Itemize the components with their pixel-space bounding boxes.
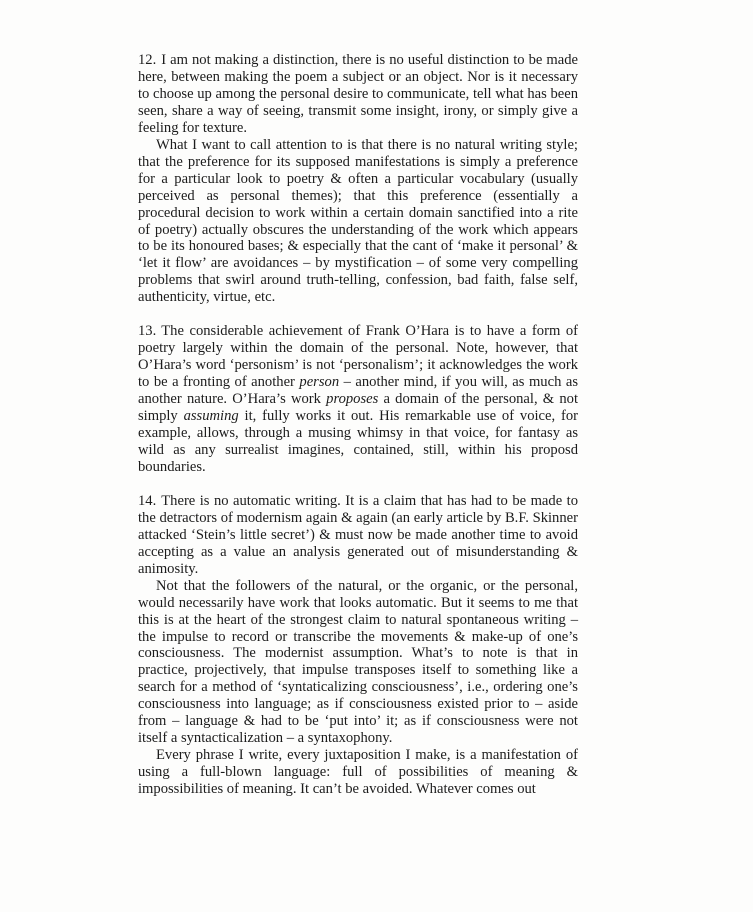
- italic-text: person: [299, 374, 340, 391]
- paragraph: [138, 747, 578, 798]
- section-number: 14.: [138, 492, 157, 509]
- text-run: it, fully works it out. His remarkable use of voice, for example, allows, through a musing whimsy in that voice, for fantasy as wild as any surrealist imagines, contained, still, within his proposd boundaries.: [138, 408, 578, 475]
- italic-text: proposes: [326, 391, 379, 408]
- section-14: [138, 493, 578, 798]
- section-number: 13.: [138, 323, 157, 340]
- paragraph: [138, 493, 578, 578]
- section-13: [138, 323, 578, 476]
- text-run: I am not making a distinction, there is no useful distinction to be made here, between making the poem a subject or an object. Nor is it necessary to choose up among the personal desire to communicate, tell what has been seen, share a way of seeing, transmit some insight, irony, or simply give a feeling for texture.: [138, 52, 578, 136]
- text-run: The considerable achievement of Frank O’Hara is to have a form of poetry largely within the domain of the personal. Note, however, that O’Hara’s word ‘personism’ is not ‘personalism’; it acknowledges the work to be a fronting of another: [138, 323, 578, 391]
- paragraph: [138, 137, 578, 307]
- paragraph: [138, 323, 578, 476]
- text-run: There is no automatic writing. It is a claim that has had to be made to the detractors of modernism again & again (an early article by B.F. Skinner attacked ‘Stein’s little secret’) & must now be made another time to avoid accepting as a value an analysis generated out of misunderstanding & animosity.: [138, 492, 578, 577]
- paragraph: [138, 578, 578, 748]
- section-12: [138, 52, 578, 306]
- text-run: – another mind, if you will, as much as another nature. O’Hara’s work: [138, 374, 578, 408]
- italic-text: assuming: [183, 408, 239, 425]
- section-number: 12.: [138, 52, 157, 68]
- text-run: Every phrase I write, every juxtaposition I make, is a manifestation of using a full-blown language: full of possibilities of meaning & impossibilities of meaning. It can’t be avoided. Whatever comes out: [138, 747, 578, 798]
- text-run: What I want to call attention to is that there is no natural writing style; that the preference for its supposed manifestations is simply a preference for a particular look to poetry & often a particular vocabulary (usually perceived as personal themes); that this preference (essentially a procedural decision to work within a certain domain sanctified into a rite of poetry) actually obscures the understanding of the work which appears to be its honoured bases; & especially that the cant of ‘make it personal’ & ‘let it flow’ are avoidances – by mystification – of some very compelling problems that swirl around truth-telling, confession, bad faith, false self, authenticity, virtue, etc.: [138, 136, 578, 306]
- text-run: Not that the followers of the natural, or the organic, or the personal, would necessarily have work that looks automatic. But it seems to me that this is at the heart of the strongest claim to natural spontaneous writing – the impulse to record or transcribe the movements & make-up of one’s consciousness. The modernist assumption. What’s to note is that in practice, projectively, that impulse transposes itself to something like a search for a method of ‘syntaticalizing consciousness’, i.e., ordering one’s consciousness into language; as if consciousness existed prior to – aside from – language & had to be ‘put into’ it; as if consciousness were not itself a syntacticalization – a syntaxophony.: [138, 577, 578, 747]
- paragraph: [138, 52, 578, 137]
- text-column: [138, 52, 578, 798]
- text-run: a domain of the personal, & not simply: [138, 391, 578, 425]
